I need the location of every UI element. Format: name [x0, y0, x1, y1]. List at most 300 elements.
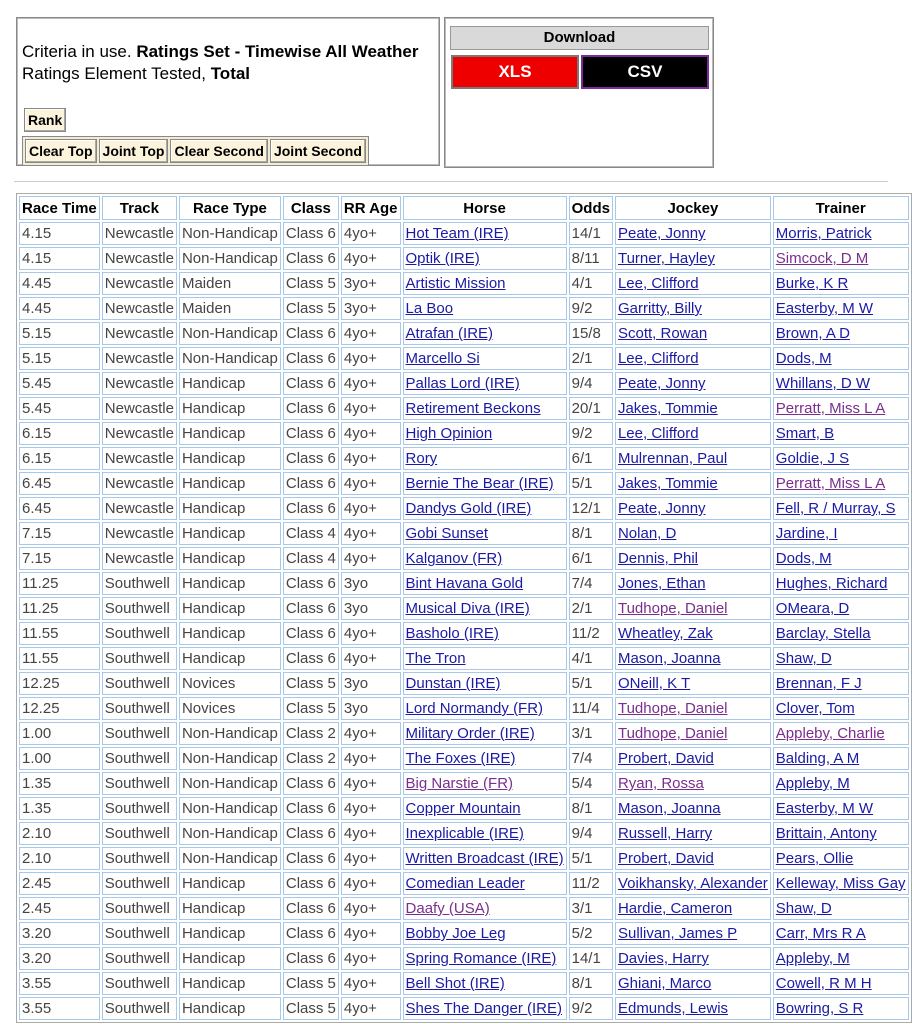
trainer-link[interactable]: Appleby, Charlie: [775, 725, 885, 742]
jockey-link[interactable]: Turner, Hayley: [617, 250, 715, 267]
jockey-cell: [615, 997, 771, 1020]
table-row: [19, 897, 909, 920]
rr-age-cell: 4yo+: [341, 547, 401, 570]
trainer-link[interactable]: Goldie, J S: [775, 450, 850, 467]
horse-cell: [403, 922, 567, 945]
jockey-cell: [615, 272, 771, 295]
class-cell: Class 6: [283, 572, 339, 595]
rr-age-cell: 4yo+: [341, 872, 401, 895]
rr-age-cell: 3yo: [341, 597, 401, 620]
column-header-race-type: Race Type: [179, 196, 281, 220]
trainer-link[interactable]: Dods, M: [775, 550, 832, 567]
horse-link[interactable]: Bell Shot (IRE): [405, 975, 505, 992]
trainer-link[interactable]: Bowring, S R: [775, 1000, 864, 1017]
jockey-cell: [615, 722, 771, 745]
class-cell: Class 6: [283, 797, 339, 820]
horse-cell: [403, 697, 567, 720]
race-type-cell: Non-Handicap: [179, 347, 281, 370]
race-time-cell: 2.10: [19, 847, 100, 870]
horse-link[interactable]: Lord Normandy (FR): [405, 700, 544, 717]
jockey-link[interactable]: Tudhope, Daniel: [617, 725, 728, 742]
trainer-cell: [773, 872, 909, 895]
joint-top-button[interactable]: Joint Top: [99, 139, 169, 163]
jockey-link[interactable]: Voikhansky, Alexander: [617, 875, 768, 892]
trainer-link[interactable]: Appleby, M: [775, 775, 850, 792]
horse-cell: [403, 872, 567, 895]
class-cell: Class 6: [283, 947, 339, 970]
track-cell: Southwell: [102, 647, 177, 670]
trainer-link[interactable]: Jardine, I: [775, 525, 838, 542]
rr-age-cell: 4yo+: [341, 747, 401, 770]
jockey-cell: [615, 947, 771, 970]
divider: [14, 181, 888, 182]
rr-age-cell: 4yo+: [341, 897, 401, 920]
horse-link[interactable]: Hot Team (IRE): [405, 225, 509, 242]
odds-cell: 2/1: [569, 597, 613, 620]
track-cell: Newcastle: [102, 347, 177, 370]
trainer-link[interactable]: Brown, A D: [775, 325, 850, 342]
horse-link[interactable]: Spring Romance (IRE): [405, 950, 557, 967]
criteria-panel: [16, 17, 440, 166]
jockey-link[interactable]: Ghiani, Marco: [617, 975, 712, 992]
horse-link[interactable]: High Opinion: [405, 425, 493, 442]
race-time-cell: 11.25: [19, 597, 100, 620]
race-type-cell: Non-Handicap: [179, 747, 281, 770]
download-panel: [444, 17, 714, 168]
jockey-link[interactable]: Wheatley, Zak: [617, 625, 713, 642]
race-type-cell: Handicap: [179, 472, 281, 495]
trainer-link[interactable]: Shaw, D: [775, 650, 832, 667]
table-row: [19, 797, 909, 820]
class-cell: Class 6: [283, 847, 339, 870]
horse-cell: [403, 322, 567, 345]
jockey-link[interactable]: Jones, Ethan: [617, 575, 706, 592]
trainer-link[interactable]: Smart, B: [775, 425, 835, 442]
jockey-cell: [615, 297, 771, 320]
table-row: [19, 997, 909, 1020]
table-row: [19, 297, 909, 320]
class-cell: Class 5: [283, 697, 339, 720]
rr-age-cell: 4yo+: [341, 847, 401, 870]
column-header-horse: Horse: [403, 196, 567, 220]
horse-link[interactable]: Daafy (USA): [405, 900, 490, 917]
race-time-cell: 4.15: [19, 247, 100, 270]
results-table-wrapper: [16, 193, 912, 1023]
race-type-cell: Handicap: [179, 872, 281, 895]
race-type-cell: Handicap: [179, 522, 281, 545]
horse-link[interactable]: Kalganov (FR): [405, 550, 503, 567]
jockey-cell: [615, 672, 771, 695]
column-header-track: Track: [102, 196, 177, 220]
class-cell: Class 5: [283, 672, 339, 695]
odds-cell: 4/1: [569, 272, 613, 295]
trainer-cell: [773, 747, 909, 770]
trainer-link[interactable]: Kelleway, Miss Gay: [775, 875, 906, 892]
table-row: [19, 322, 909, 345]
track-cell: Southwell: [102, 997, 177, 1020]
race-type-cell: Handicap: [179, 622, 281, 645]
rr-age-cell: 4yo+: [341, 497, 401, 520]
jockey-link[interactable]: Tudhope, Daniel: [617, 700, 728, 717]
race-type-cell: Non-Handicap: [179, 222, 281, 245]
track-cell: Southwell: [102, 947, 177, 970]
race-time-cell: 1.35: [19, 772, 100, 795]
jockey-cell: [615, 522, 771, 545]
race-time-cell: 4.15: [19, 222, 100, 245]
horse-link[interactable]: Military Order (IRE): [405, 725, 535, 742]
jockey-cell: [615, 397, 771, 420]
horse-link[interactable]: Shes The Danger (IRE): [405, 1000, 562, 1017]
table-row: [19, 597, 909, 620]
jockey-link[interactable]: Nolan, D: [617, 525, 677, 542]
trainer-link[interactable]: Simcock, D M: [775, 250, 869, 267]
trainer-link[interactable]: Fell, R / Murray, S: [775, 500, 896, 517]
jockey-cell: [615, 447, 771, 470]
odds-cell: 12/1: [569, 497, 613, 520]
table-row: [19, 972, 909, 995]
horse-cell: [403, 772, 567, 795]
horse-link[interactable]: Dandys Gold (IRE): [405, 500, 532, 517]
race-type-cell: Handicap: [179, 922, 281, 945]
horse-cell: [403, 397, 567, 420]
rr-age-cell: 4yo+: [341, 397, 401, 420]
jockey-cell: [615, 247, 771, 270]
jockey-link[interactable]: Probert, David: [617, 750, 714, 767]
jockey-cell: [615, 622, 771, 645]
class-cell: Class 6: [283, 772, 339, 795]
results-table: [16, 193, 912, 1023]
jockey-link[interactable]: Jakes, Tommie: [617, 475, 718, 492]
trainer-cell: [773, 447, 909, 470]
rr-age-cell: 3yo: [341, 697, 401, 720]
trainer-cell: [773, 672, 909, 695]
trainer-link[interactable]: Cowell, R M H: [775, 975, 872, 992]
class-cell: Class 6: [283, 472, 339, 495]
horse-cell: [403, 272, 567, 295]
race-type-cell: Novices: [179, 672, 281, 695]
horse-link[interactable]: Musical Diva (IRE): [405, 600, 530, 617]
download-xls-button[interactable]: XLS: [451, 55, 579, 89]
table-row: [19, 547, 909, 570]
jockey-link[interactable]: Peate, Jonny: [617, 375, 706, 392]
race-time-cell: 3.20: [19, 947, 100, 970]
trainer-link[interactable]: Whillans, D W: [775, 375, 870, 392]
horse-cell: [403, 647, 567, 670]
class-cell: Class 4: [283, 522, 339, 545]
race-type-cell: Handicap: [179, 547, 281, 570]
trainer-link[interactable]: Burke, K R: [775, 275, 849, 292]
race-time-cell: 4.45: [19, 297, 100, 320]
trainer-cell: [773, 922, 909, 945]
table-row: [19, 572, 909, 595]
jockey-link[interactable]: Mulrennan, Paul: [617, 450, 728, 467]
odds-cell: 2/1: [569, 347, 613, 370]
odds-cell: 9/2: [569, 422, 613, 445]
table-row: [19, 847, 909, 870]
trainer-link[interactable]: Appleby, M: [775, 950, 850, 967]
rr-age-cell: 4yo+: [341, 372, 401, 395]
download-title: Download: [450, 26, 709, 50]
trainer-link[interactable]: Balding, A M: [775, 750, 860, 767]
jockey-cell: [615, 572, 771, 595]
trainer-cell: [773, 472, 909, 495]
race-type-cell: Non-Handicap: [179, 822, 281, 845]
jockey-cell: [615, 822, 771, 845]
horse-link[interactable]: Bobby Joe Leg: [405, 925, 506, 942]
table-row: [19, 772, 909, 795]
track-cell: Southwell: [102, 897, 177, 920]
rr-age-cell: 3yo+: [341, 297, 401, 320]
race-type-cell: Handicap: [179, 947, 281, 970]
table-row: [19, 622, 909, 645]
trainer-link[interactable]: Perratt, Miss L A: [775, 400, 886, 417]
trainer-link[interactable]: Easterby, M W: [775, 800, 874, 817]
trainer-link[interactable]: Easterby, M W: [775, 300, 874, 317]
trainer-link[interactable]: Clover, Tom: [775, 700, 855, 717]
horse-link[interactable]: Copper Mountain: [405, 800, 521, 817]
jockey-link[interactable]: Garritty, Billy: [617, 300, 702, 317]
horse-link[interactable]: Big Narstie (FR): [405, 775, 514, 792]
jockey-link[interactable]: Peate, Jonny: [617, 225, 706, 242]
race-type-cell: Non-Handicap: [179, 247, 281, 270]
class-cell: Class 6: [283, 222, 339, 245]
odds-cell: 3/1: [569, 897, 613, 920]
horse-link[interactable]: Artistic Mission: [405, 275, 506, 292]
jockey-link[interactable]: Hardie, Cameron: [617, 900, 733, 917]
jockey-link[interactable]: Lee, Clifford: [617, 275, 699, 292]
table-row: [19, 697, 909, 720]
track-cell: Southwell: [102, 847, 177, 870]
horse-link[interactable]: Dunstan (IRE): [405, 675, 501, 692]
trainer-link[interactable]: Barclay, Stella: [775, 625, 871, 642]
horse-cell: [403, 747, 567, 770]
jockey-link[interactable]: Ryan, Rossa: [617, 775, 704, 792]
trainer-cell: [773, 797, 909, 820]
trainer-link[interactable]: Carr, Mrs R A: [775, 925, 866, 942]
trainer-cell: [773, 497, 909, 520]
criteria-text: [22, 41, 418, 85]
jockey-cell: [615, 697, 771, 720]
horse-link[interactable]: Optik (IRE): [405, 250, 480, 267]
jockey-link[interactable]: Sullivan, James P: [617, 925, 738, 942]
horse-link[interactable]: Atrafan (IRE): [405, 325, 494, 342]
horse-link[interactable]: Comedian Leader: [405, 875, 525, 892]
race-time-cell: 1.00: [19, 722, 100, 745]
class-cell: Class 6: [283, 822, 339, 845]
race-type-cell: Handicap: [179, 647, 281, 670]
jockey-link[interactable]: Lee, Clifford: [617, 425, 699, 442]
jockey-cell: [615, 897, 771, 920]
trainer-link[interactable]: Brennan, F J: [775, 675, 862, 692]
odds-cell: 9/4: [569, 822, 613, 845]
class-cell: Class 6: [283, 622, 339, 645]
clear-top-button[interactable]: Clear Top: [25, 139, 97, 163]
race-time-cell: 2.45: [19, 897, 100, 920]
jockey-cell: [615, 747, 771, 770]
jockey-cell: [615, 922, 771, 945]
rr-age-cell: 3yo: [341, 572, 401, 595]
race-type-cell: Non-Handicap: [179, 322, 281, 345]
jockey-link[interactable]: Dennis, Phil: [617, 550, 699, 567]
race-time-cell: 7.15: [19, 547, 100, 570]
jockey-link[interactable]: ONeill, K T: [617, 675, 691, 692]
race-time-cell: 5.15: [19, 347, 100, 370]
trainer-cell: [773, 772, 909, 795]
horse-cell: [403, 622, 567, 645]
jockey-link[interactable]: Mason, Joanna: [617, 650, 721, 667]
jockey-cell: [615, 972, 771, 995]
jockey-cell: [615, 222, 771, 245]
horse-cell: [403, 897, 567, 920]
race-type-cell: Non-Handicap: [179, 847, 281, 870]
jockey-link[interactable]: Jakes, Tommie: [617, 400, 718, 417]
odds-cell: 5/2: [569, 922, 613, 945]
horse-cell: [403, 797, 567, 820]
element-value: Total: [210, 64, 251, 83]
horse-link[interactable]: Basholo (IRE): [405, 625, 499, 642]
odds-cell: 15/8: [569, 322, 613, 345]
horse-cell: [403, 997, 567, 1020]
trainer-link[interactable]: Perratt, Miss L A: [775, 475, 886, 492]
track-cell: Newcastle: [102, 272, 177, 295]
trainer-cell: [773, 597, 909, 620]
track-cell: Newcastle: [102, 322, 177, 345]
trainer-cell: [773, 997, 909, 1020]
column-header-trainer: Trainer: [773, 196, 909, 220]
horse-link[interactable]: La Boo: [405, 300, 454, 317]
horse-link[interactable]: Bernie The Bear (IRE): [405, 475, 554, 492]
track-cell: Newcastle: [102, 472, 177, 495]
race-time-cell: 5.15: [19, 322, 100, 345]
jockey-link[interactable]: Scott, Rowan: [617, 325, 708, 342]
clear-second-button[interactable]: Clear Second: [170, 139, 267, 163]
column-header-rr-age: RR Age: [341, 196, 401, 220]
horse-link[interactable]: Inexplicable (IRE): [405, 825, 524, 842]
horse-cell: [403, 347, 567, 370]
horse-cell: [403, 597, 567, 620]
filter-button-group: [22, 136, 369, 166]
horse-link[interactable]: Retirement Beckons: [405, 400, 541, 417]
trainer-cell: [773, 297, 909, 320]
track-cell: Newcastle: [102, 522, 177, 545]
table-row: [19, 872, 909, 895]
table-row: [19, 247, 909, 270]
jockey-cell: [615, 347, 771, 370]
rr-age-cell: 4yo+: [341, 347, 401, 370]
track-cell: Newcastle: [102, 372, 177, 395]
race-time-cell: 6.45: [19, 472, 100, 495]
trainer-cell: [773, 697, 909, 720]
rr-age-cell: 4yo+: [341, 422, 401, 445]
joint-second-button[interactable]: Joint Second: [270, 139, 366, 163]
horse-cell: [403, 447, 567, 470]
horse-link[interactable]: Bint Havana Gold: [405, 575, 524, 592]
jockey-cell: [615, 847, 771, 870]
rank-button[interactable]: Rank: [24, 108, 66, 132]
race-time-cell: 5.45: [19, 372, 100, 395]
rr-age-cell: 3yo: [341, 672, 401, 695]
odds-cell: 3/1: [569, 722, 613, 745]
odds-cell: 8/11: [569, 247, 613, 270]
jockey-link[interactable]: Lee, Clifford: [617, 350, 699, 367]
rr-age-cell: 4yo+: [341, 472, 401, 495]
horse-link[interactable]: Gobi Sunset: [405, 525, 489, 542]
jockey-link[interactable]: Tudhope, Daniel: [617, 600, 728, 617]
trainer-cell: [773, 347, 909, 370]
odds-cell: 6/1: [569, 447, 613, 470]
jockey-link[interactable]: Probert, David: [617, 850, 714, 867]
horse-cell: [403, 472, 567, 495]
horse-link[interactable]: Pallas Lord (IRE): [405, 375, 520, 392]
race-type-cell: Non-Handicap: [179, 797, 281, 820]
horse-link[interactable]: Rory: [405, 450, 438, 467]
trainer-cell: [773, 322, 909, 345]
trainer-link[interactable]: Brittain, Antony: [775, 825, 877, 842]
odds-cell: 8/1: [569, 522, 613, 545]
odds-cell: 8/1: [569, 797, 613, 820]
trainer-link[interactable]: Dods, M: [775, 350, 832, 367]
track-cell: Southwell: [102, 722, 177, 745]
jockey-cell: [615, 647, 771, 670]
trainer-cell: [773, 647, 909, 670]
horse-cell: [403, 572, 567, 595]
rr-age-cell: 4yo+: [341, 447, 401, 470]
table-row: [19, 472, 909, 495]
jockey-cell: [615, 797, 771, 820]
trainer-link[interactable]: OMeara, D: [775, 600, 850, 617]
track-cell: Southwell: [102, 922, 177, 945]
trainer-link[interactable]: Hughes, Richard: [775, 575, 888, 592]
table-row: [19, 747, 909, 770]
class-cell: Class 6: [283, 922, 339, 945]
jockey-link[interactable]: Peate, Jonny: [617, 500, 706, 517]
trainer-link[interactable]: Pears, Ollie: [775, 850, 854, 867]
horse-cell: [403, 497, 567, 520]
odds-cell: 9/2: [569, 997, 613, 1020]
rr-age-cell: 4yo+: [341, 972, 401, 995]
trainer-link[interactable]: Shaw, D: [775, 900, 832, 917]
track-cell: Southwell: [102, 672, 177, 695]
track-cell: Southwell: [102, 747, 177, 770]
odds-cell: 6/1: [569, 547, 613, 570]
horse-cell: [403, 297, 567, 320]
horse-link[interactable]: The Foxes (IRE): [405, 750, 516, 767]
trainer-cell: [773, 522, 909, 545]
jockey-link[interactable]: Russell, Harry: [617, 825, 713, 842]
table-row: [19, 397, 909, 420]
track-cell: Newcastle: [102, 247, 177, 270]
track-cell: Southwell: [102, 822, 177, 845]
jockey-link[interactable]: Davies, Harry: [617, 950, 709, 967]
horse-link[interactable]: Written Broadcast (IRE): [405, 850, 564, 867]
track-cell: Southwell: [102, 772, 177, 795]
horse-link[interactable]: Marcello Si: [405, 350, 480, 367]
odds-cell: 14/1: [569, 947, 613, 970]
trainer-cell: [773, 247, 909, 270]
race-type-cell: Handicap: [179, 897, 281, 920]
jockey-link[interactable]: Edmunds, Lewis: [617, 1000, 729, 1017]
race-type-cell: Handicap: [179, 597, 281, 620]
rr-age-cell: 4yo+: [341, 997, 401, 1020]
odds-cell: 7/4: [569, 747, 613, 770]
download-csv-button[interactable]: CSV: [581, 55, 709, 89]
table-row: [19, 922, 909, 945]
jockey-link[interactable]: Mason, Joanna: [617, 800, 721, 817]
horse-link[interactable]: The Tron: [405, 650, 466, 667]
trainer-link[interactable]: Morris, Patrick: [775, 225, 872, 242]
race-time-cell: 2.45: [19, 872, 100, 895]
table-row: [19, 522, 909, 545]
